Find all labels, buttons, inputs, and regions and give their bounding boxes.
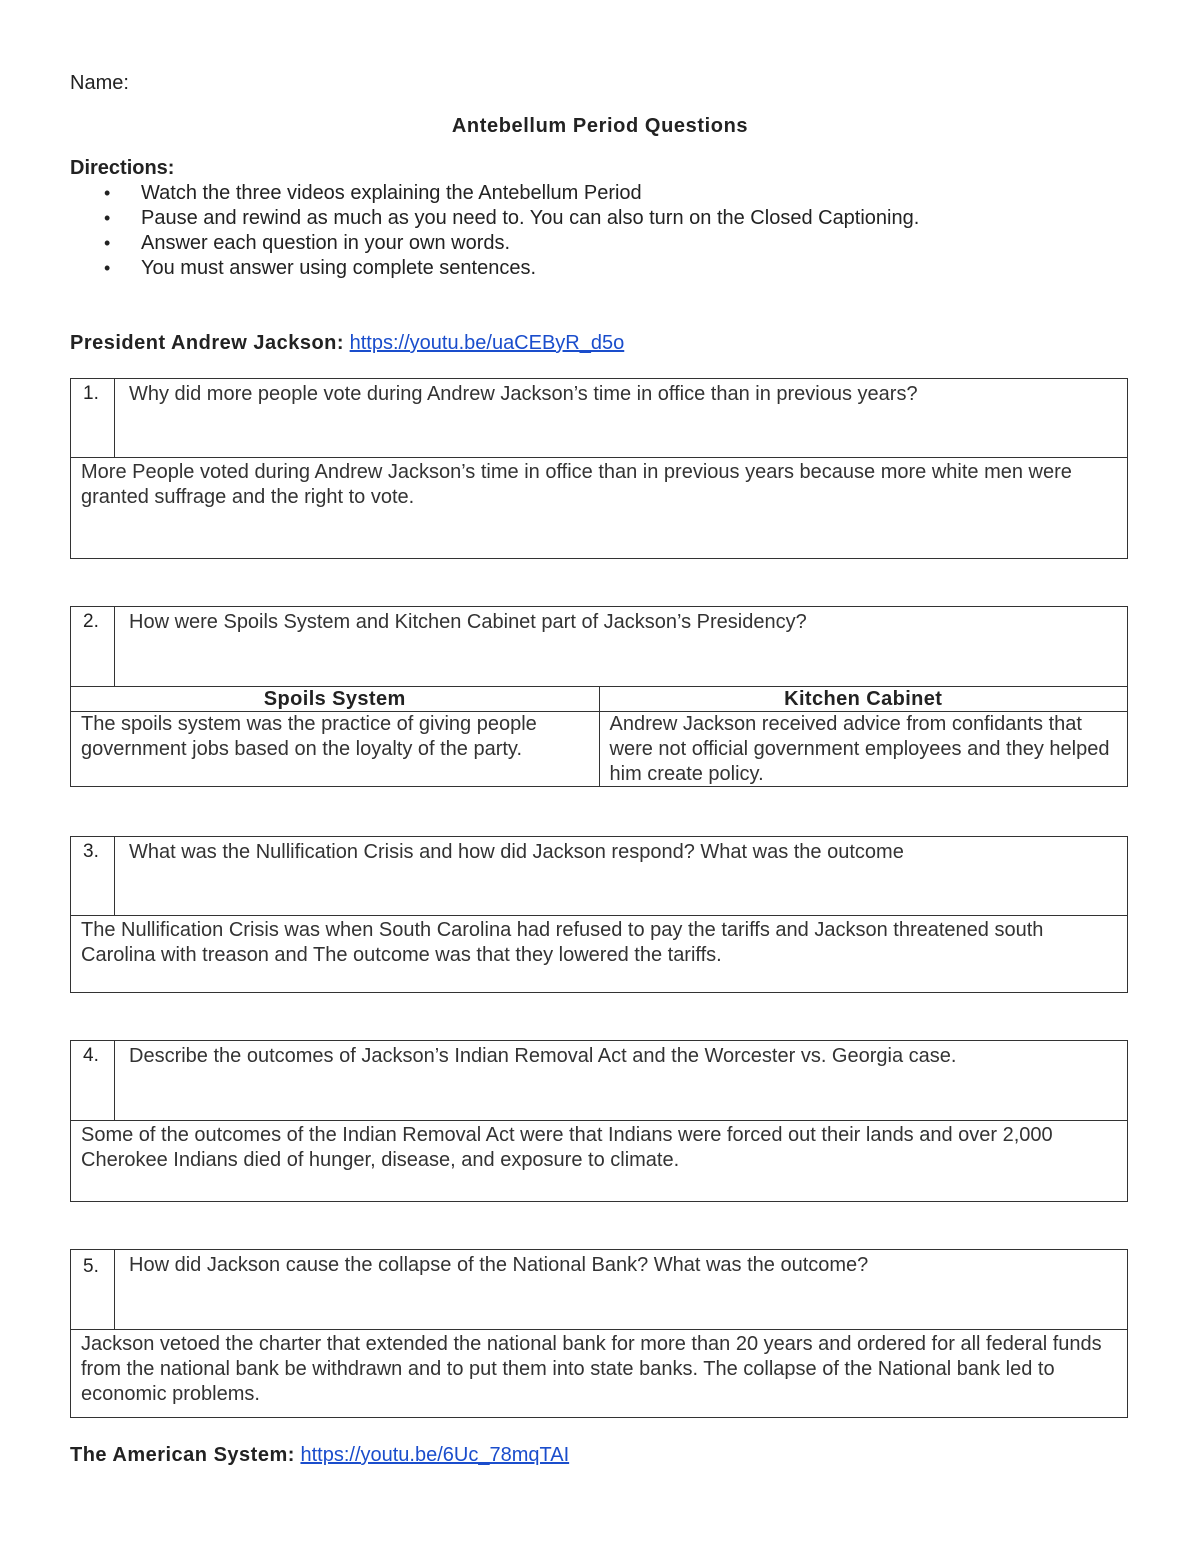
name-label: Name: [70, 72, 129, 94]
answer-text[interactable]: More People voted during Andrew Jackson’s time in office than in previous years because more white men were granted suffrage and the right to vote. [81, 461, 1072, 508]
directions-list [104, 181, 919, 281]
question-text: What was the Nullification Crisis and how did Jackson respond? What was the outcome [129, 841, 904, 863]
question-box-5 [70, 1249, 1128, 1418]
question-row [71, 837, 1127, 916]
section-american-system-heading [70, 1444, 569, 1467]
list-item: • You must answer using complete sentences. [104, 257, 537, 279]
answer-text[interactable]: The Nullification Crisis was when South Carolina had refused to pay the tariffs and Jackson threatened south Carolina with treason and The outcome was that they lowered the tariffs. [81, 919, 1044, 966]
question-number: 5. [71, 1250, 115, 1329]
bullet-icon: • [104, 258, 111, 278]
bullet-icon: • [104, 208, 111, 228]
question-box-1 [70, 378, 1128, 559]
question-box-4 [70, 1040, 1128, 1202]
answer-columns [71, 687, 1127, 786]
column-header: Spoils System [71, 687, 599, 712]
bullet-icon: • [104, 233, 111, 253]
answer-text[interactable]: Andrew Jackson received advice from confidants that were not official government employees and they helped him create policy. [609, 713, 1110, 785]
section-jackson-heading [70, 332, 624, 355]
video-link[interactable]: https://youtu.be/uaCEByR_d5o [349, 332, 625, 354]
section-label: The American System: [70, 1444, 295, 1466]
question-box-3 [70, 836, 1128, 993]
page-title: Antebellum Period Questions [451, 115, 749, 137]
bullet-icon: • [104, 183, 111, 203]
list-item: • Pause and rewind as much as you need to. You can also turn on the Closed Captioning. [104, 207, 920, 229]
question-row [71, 607, 1127, 687]
question-text: How did Jackson cause the collapse of the National Bank? What was the outcome? [129, 1254, 869, 1276]
question-row [71, 1041, 1127, 1121]
question-number: 4. [71, 1041, 115, 1120]
list-item: • Watch the three videos explaining the Antebellum Period [104, 182, 642, 204]
spoils-system-column [71, 687, 600, 786]
question-number: 3. [71, 837, 115, 915]
question-text: Describe the outcomes of Jackson’s Indian Removal Act and the Worcester vs. Georgia case. [129, 1045, 957, 1067]
section-label: President Andrew Jackson: [70, 332, 345, 354]
question-number: 2. [71, 607, 115, 686]
answer-text[interactable]: Some of the outcomes of the Indian Removal Act were that Indians were forced out their lands and over 2,000 Cherokee Indians died of hunger, disease, and exposure to climate. [81, 1124, 1053, 1171]
question-text: How were Spoils System and Kitchen Cabinet part of Jackson’s Presidency? [129, 611, 807, 633]
question-number: 1. [71, 379, 115, 457]
directions-label: Directions: [70, 157, 175, 179]
answer-text[interactable]: Jackson vetoed the charter that extended the national bank for more than 20 years and ordered for all federal funds from the national bank be withdrawn and to put them into state banks. The collapse of the National bank led to economic problems. [81, 1333, 1102, 1405]
question-row [71, 1250, 1127, 1330]
column-header: Kitchen Cabinet [600, 687, 1128, 712]
video-link[interactable]: https://youtu.be/6Uc_78mqTAI [300, 1444, 570, 1466]
question-row [71, 379, 1127, 458]
question-text: Why did more people vote during Andrew Jackson’s time in office than in previous years? [129, 383, 918, 405]
answer-text[interactable]: The spoils system was the practice of giving people government jobs based on the loyalty of the party. [81, 713, 537, 760]
question-box-2 [70, 606, 1128, 787]
kitchen-cabinet-column [600, 687, 1128, 786]
list-item: • Answer each question in your own words. [104, 232, 511, 254]
